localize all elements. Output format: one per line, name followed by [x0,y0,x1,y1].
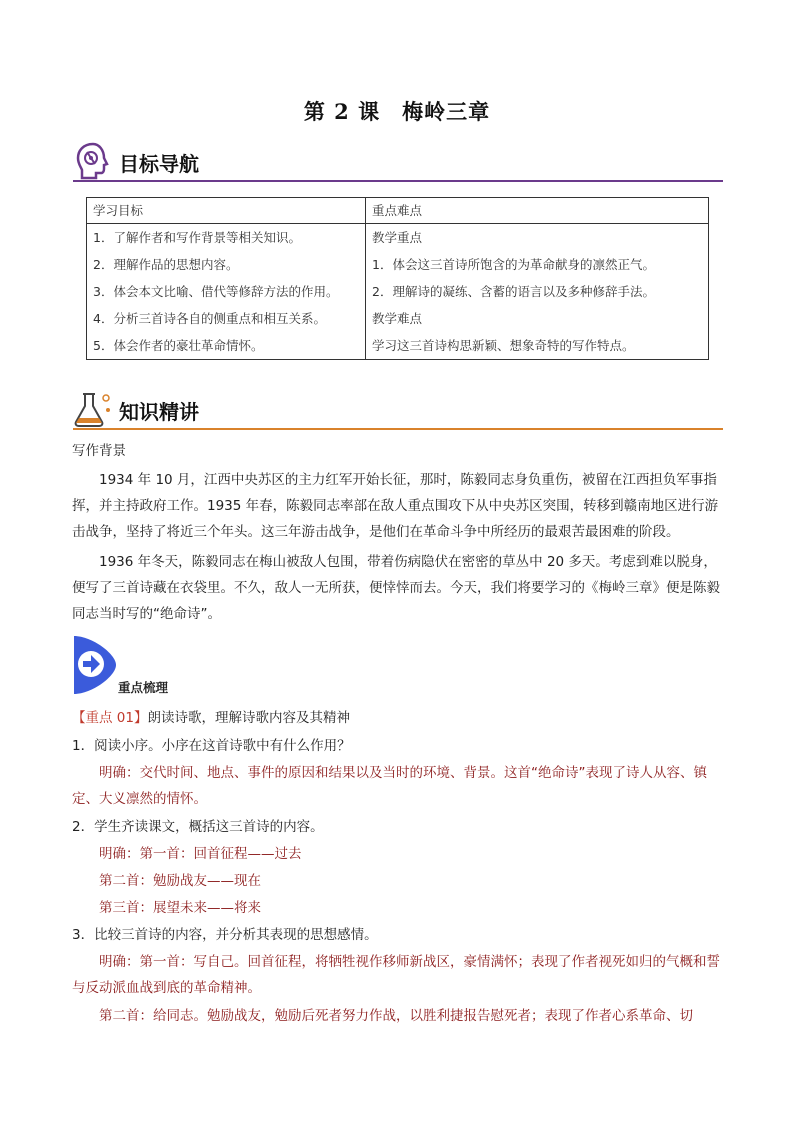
goal-item: 4．分析三首诗各自的侧重点和相互关系。 [93,311,326,326]
question-3: 3．比较三首诗的内容，并分析其表现的思想感情。 [72,927,378,943]
section-title-goals: 目标导航 [119,152,199,176]
answer-2-line-3: 第三首：展望未来——将来 [99,900,261,916]
table-header-keypoints: 重点难点 [366,198,709,224]
keypoints-column [366,224,709,360]
answer-1: 明确：交代时间、地点、事件的原因和结果以及当时的环境、背景。这首“绝命诗”表现了诗人从容、镇定、大义凛然的情怀。 [72,765,707,807]
key-point-tag-text: 朗读诗歌，理解诗歌内容及其精神 [147,710,350,726]
background-heading: 写作背景 [72,443,126,459]
goal-item: 1．了解作者和写作背景等相关知识。 [93,230,301,245]
keypoint-item: 1．体会这三首诗所饱含的为革命献身的凛然正气。 [372,257,655,272]
head-gear-icon [73,140,113,180]
goals-column [87,224,366,360]
question-1: 1．阅读小序。小序在这首诗歌中有什么作用？ [72,738,351,754]
page-title: 第 2 课 梅岭三章 [303,99,491,124]
section-header-knowledge [73,388,723,430]
background-paragraph-2: 1936 年冬天，陈毅同志在梅山被敌人包围，带着伤病隐伏在密密的草丛中 20 多天。考虑到难以脱身，便写了三首诗藏在衣袋里。不久，敌人一无所获，便悻悻而去。今天，我们将要学习的《梅岭三章》便是陈毅同志当时写的“绝命诗”。 [72,554,720,622]
answer-3-paragraph-1: 明确：第一首：写自己。回首征程，将牺牲视作移师新战区，豪情满怀；表现了作者视死如归的气概和誓与反动派血战到底的革命精神。 [72,954,720,996]
keypoint-item: 教学重点 [372,230,423,245]
answer-3-paragraph-2: 第二首：给同志。勉励战友，勉励后死者努力作战，以胜利捷报告慰死者；表现了作者心系革命、切 [99,1008,693,1024]
section-title-knowledge: 知识精讲 [119,400,199,424]
keypoint-item: 教学难点 [372,311,423,326]
arrow-right-icon [72,634,118,696]
flask-icon [73,390,113,428]
goals-table [86,197,709,360]
keypoint-item: 2．理解诗的凝练、含蓄的语言以及多种修辞手法。 [372,284,655,299]
goal-item: 3．体会本文比喻、借代等修辞方法的作用。 [93,284,339,299]
key-points-label: 重点梳理 [118,680,169,695]
section-divider [73,180,723,182]
keypoint-item: 学习这三首诗构思新颖、想象奇特的写作特点。 [372,338,635,353]
goal-item: 2．理解作品的思想内容。 [93,257,239,272]
section-header-goals [73,140,723,182]
answer-2-line-1: 明确：第一首：回首征程——过去 [99,846,302,862]
answer-2-line-2: 第二首：勉励战友——现在 [99,873,261,889]
goal-item: 5．体会作者的豪壮革命情怀。 [93,338,264,353]
section-divider [73,428,723,430]
key-point-heading [72,705,350,731]
key-point-tag: 【重点 01】 [72,710,148,726]
table-header-goals: 学习目标 [87,198,366,224]
background-paragraph-1: 1934 年 10 月，江西中央苏区的主力红军开始长征，那时，陈毅同志身负重伤，被留在江西担负军事指挥，并主持政府工作。1935 年春，陈毅同志率部在敌人重点围攻下从中央苏区突围，转移到赣南地区进行游击战争，坚持了将近三个年头。这三年游击战争，是他们在革命斗争中所经历的最艰苦最困难的阶段。 [72,472,719,540]
question-2: 2．学生齐读课文，概括这三首诗的内容。 [72,819,324,835]
